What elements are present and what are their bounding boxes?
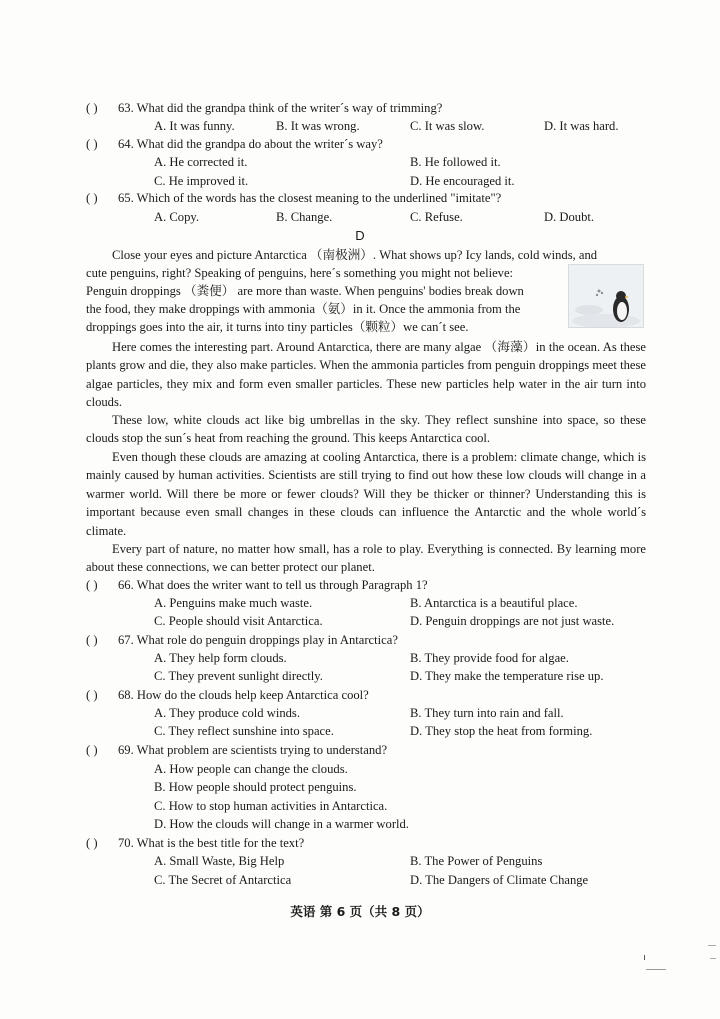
option-d: D. He encouraged it.: [410, 174, 515, 188]
scan-mark: [644, 955, 645, 960]
answer-bracket[interactable]: ( ): [86, 101, 98, 115]
penguin-icon: [569, 265, 643, 327]
question-66: 66. What does the writer want to tell us through Paragraph 1?: [118, 578, 428, 592]
option-b: B. He followed it.: [410, 155, 501, 169]
answer-bracket[interactable]: ( ): [86, 743, 98, 757]
option-a: A. Small Waste, Big Help: [154, 854, 285, 868]
answer-bracket[interactable]: ( ): [86, 633, 98, 647]
option-d: D. They stop the heat from forming.: [410, 724, 593, 738]
passage-line: the food, they make droppings with ammonia（氨）in it. Once the ammonia from the: [86, 302, 521, 316]
passage-line: Penguin droppings （粪便） are more than waste. When penguins' bodies break down: [86, 284, 524, 298]
answer-bracket[interactable]: ( ): [86, 836, 98, 850]
option-b: B. The Power of Penguins: [410, 854, 543, 868]
option-d: D. It was hard.: [544, 119, 619, 133]
option-c: C. It was slow.: [410, 119, 485, 133]
question-63: 63. What did the grandpa think of the writer´s way of trimming?: [118, 101, 443, 115]
option-b: B. They provide food for algae.: [410, 651, 569, 665]
option-a: A. Copy.: [154, 210, 200, 224]
option-c: C. People should visit Antarctica.: [154, 614, 323, 628]
question-65: 65. Which of the words has the closest meaning to the underlined "imitate"?: [118, 191, 502, 205]
question-70: 70. What is the best title for the text?: [118, 836, 305, 850]
passage-paragraph: Even though these clouds are amazing at cooling Antarctica, there is a problem: climate change, which is mainly caused by human activities. Scientists are still trying to find out how these low clouds will change in a warmer world. Will there be more or fewer clouds? Will they be thicker or thinner? Understanding this is important because even small changes in these clouds can influence the Antarctic and the whole world´s climate.: [86, 450, 646, 538]
option-a: A. They help form clouds.: [154, 651, 287, 665]
passage-line: cute penguins, right? Speaking of penguins, here´s something you might not believe:: [86, 266, 514, 280]
option-c: C. They reflect sunshine into space.: [154, 724, 334, 738]
option-c: C. The Secret of Antarctica: [154, 873, 292, 887]
option-b: B. Change.: [276, 210, 333, 224]
option-a: A. It was funny.: [154, 119, 235, 133]
answer-bracket[interactable]: ( ): [86, 688, 98, 702]
passage-line: Close your eyes and picture Antarctica （南极洲）. What shows up? Icy lands, cold winds, and: [112, 248, 598, 262]
answer-bracket[interactable]: ( ): [86, 191, 98, 205]
passage-line: droppings goes into the air, it turns into tiny particles（颗粒）we can´t see.: [86, 320, 469, 334]
scan-mark: [710, 958, 716, 959]
option-b: B. How people should protect penguins.: [154, 780, 357, 794]
option-d: D. The Dangers of Climate Change: [410, 873, 589, 887]
page-footer: 英语 第 6 页（共 8 页）: [290, 904, 430, 919]
option-d: D. How the clouds will change in a warmer world.: [154, 817, 409, 831]
question-67: 67. What role do penguin droppings play in Antarctica?: [118, 633, 398, 647]
option-b: B. It was wrong.: [276, 119, 360, 133]
option-c: C. Refuse.: [410, 210, 463, 224]
passage-paragraph: Here comes the interesting part. Around Antarctica, there are many algae （海藻）in the ocean. As these plants grow and die, they also make particles. When the ammonia particles from penguin droppings meet these algae particles, they mix and form even smaller particles. These new particles help water in the air turn into clouds.: [86, 340, 646, 410]
question-69: 69. What problem are scientists trying to understand?: [118, 743, 388, 757]
option-a: A. They produce cold winds.: [154, 706, 300, 720]
passage-paragraph: These low, white clouds act like big umbrellas in the sky. They reflect sunshine into space, so these clouds stop the sun´s heat from reaching the ground. This keeps Antarctica cool.: [86, 413, 646, 446]
option-a: A. He corrected it.: [154, 155, 248, 169]
answer-bracket[interactable]: ( ): [86, 578, 98, 592]
option-c: C. He improved it.: [154, 174, 249, 188]
option-b: B. They turn into rain and fall.: [410, 706, 564, 720]
option-b: B. Antarctica is a beautiful place.: [410, 596, 578, 610]
option-a: A. Penguins make much waste.: [154, 596, 313, 610]
option-c: C. They prevent sunlight directly.: [154, 669, 323, 683]
scan-mark: [646, 969, 666, 970]
option-a: A. How people can change the clouds.: [154, 762, 348, 776]
scan-mark: [708, 945, 716, 946]
passage-paragraph: Every part of nature, no matter how small, has a role to play. Everything is connected. By learning more about these connections, we can better protect our planet.: [86, 542, 646, 575]
option-c: C. How to stop human activities in Antarctica.: [154, 799, 388, 813]
question-68: 68. How do the clouds help keep Antarctica cool?: [118, 688, 369, 702]
option-d: D. Doubt.: [544, 210, 595, 224]
option-d: D. Penguin droppings are not just waste.: [410, 614, 615, 628]
option-d: D. They make the temperature rise up.: [410, 669, 604, 683]
answer-bracket[interactable]: ( ): [86, 137, 98, 151]
section-heading: D: [355, 228, 365, 243]
penguin-illustration: [568, 264, 644, 328]
question-64: 64. What did the grandpa do about the writer´s way?: [118, 137, 383, 151]
